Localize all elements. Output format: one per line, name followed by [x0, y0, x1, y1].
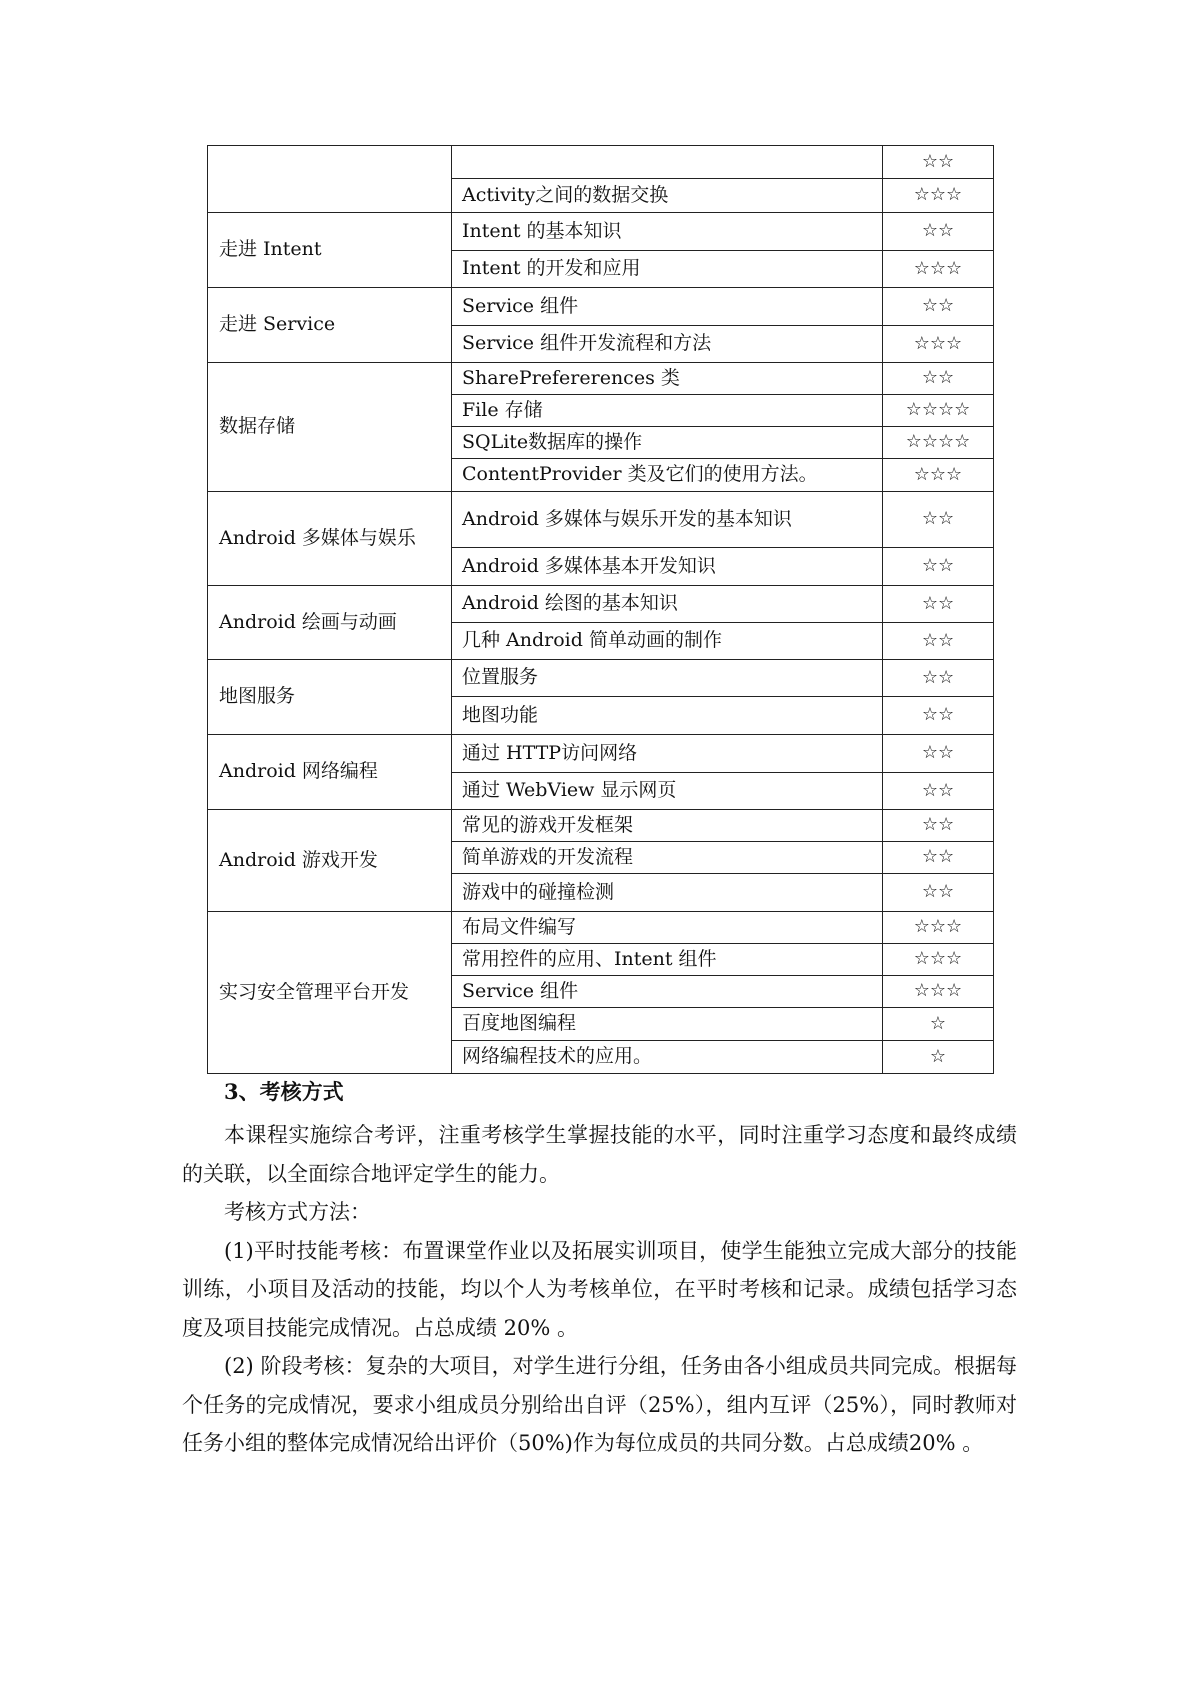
table-row [208, 810, 994, 842]
difficulty-stars-cell: ☆☆ [883, 213, 994, 251]
difficulty-stars-cell: ☆☆☆ [883, 251, 994, 288]
difficulty-stars-cell: ☆☆ [883, 874, 994, 912]
item-cell: Service 组件 [452, 976, 883, 1008]
item-cell: ContentProvider 类及它们的使用方法。 [452, 459, 883, 492]
item-cell: Android 多媒体基本开发知识 [452, 548, 883, 586]
item-cell: 常见的游戏开发框架 [452, 810, 883, 842]
difficulty-stars-cell: ☆☆ [883, 586, 994, 623]
difficulty-stars-cell: ☆☆☆ [883, 976, 994, 1008]
difficulty-stars-cell: ☆☆ [883, 735, 994, 773]
item-cell: 布局文件编写 [452, 912, 883, 944]
topic-cell: 地图服务 [208, 660, 452, 735]
item-cell: 通过 WebView 显示网页 [452, 773, 883, 810]
item-cell: SQLite数据库的操作 [452, 427, 883, 459]
item-cell: 游戏中的碰撞检测 [452, 874, 883, 912]
item-cell: Android 多媒体与娱乐开发的基本知识 [452, 492, 883, 548]
difficulty-stars-cell: ☆☆ [883, 697, 994, 735]
topic-cell: Android 网络编程 [208, 735, 452, 810]
item-cell: Service 组件 [452, 288, 883, 326]
table-row [208, 735, 994, 773]
difficulty-stars-cell: ☆☆☆ [883, 944, 994, 976]
item-cell: File 存储 [452, 395, 883, 427]
difficulty-stars-cell: ☆☆ [883, 146, 994, 179]
difficulty-stars-cell: ☆☆☆ [883, 459, 994, 492]
topic-cell: Android 游戏开发 [208, 810, 452, 912]
difficulty-stars-cell: ☆☆☆ [883, 912, 994, 944]
item-cell: Service 组件开发流程和方法 [452, 326, 883, 363]
table-row [208, 912, 994, 944]
course-content-table [207, 145, 994, 1074]
difficulty-stars-cell: ☆☆ [883, 548, 994, 586]
topic-cell: 走进 Intent [208, 213, 452, 288]
table-row [208, 288, 994, 326]
table-row [208, 660, 994, 697]
difficulty-stars-cell: ☆☆ [883, 623, 994, 660]
difficulty-stars-cell: ☆☆ [883, 810, 994, 842]
item-cell: Activity之间的数据交换 [452, 179, 883, 213]
item-cell: 几种 Android 简单动画的制作 [452, 623, 883, 660]
item-cell: 简单游戏的开发流程 [452, 842, 883, 874]
table-body [208, 146, 994, 1074]
difficulty-stars-cell: ☆☆☆ [883, 326, 994, 363]
topic-cell: Android 绘画与动画 [208, 586, 452, 660]
item-cell: 常用控件的应用、Intent 组件 [452, 944, 883, 976]
difficulty-stars-cell: ☆ [883, 1041, 994, 1074]
table-row [208, 363, 994, 395]
topic-cell [208, 146, 452, 213]
difficulty-stars-cell: ☆☆☆☆ [883, 395, 994, 427]
topic-cell: Android 多媒体与娱乐 [208, 492, 452, 586]
item-cell: Intent 的基本知识 [452, 213, 883, 251]
difficulty-stars-cell: ☆☆ [883, 288, 994, 326]
table-row [208, 213, 994, 251]
item-cell: 网络编程技术的应用。 [452, 1041, 883, 1074]
topic-cell: 实习安全管理平台开发 [208, 912, 452, 1074]
paragraph-regular-assessment: (1)平时技能考核：布置课堂作业以及拓展实训项目，使学生能独立完成大部分的技能训练，小项目及活动的技能，均以个人为考核单位，在平时考核和记录。成绩包括学习态度及项目技能完成情况。占总成绩 20% 。 [182, 1238, 1017, 1340]
item-cell: 地图功能 [452, 697, 883, 735]
item-cell: 百度地图编程 [452, 1008, 883, 1041]
difficulty-stars-cell: ☆☆☆☆ [883, 427, 994, 459]
difficulty-stars-cell: ☆☆ [883, 492, 994, 548]
difficulty-stars-cell: ☆☆☆ [883, 179, 994, 213]
paragraph-stage-assessment: (2) 阶段考核：复杂的大项目，对学生进行分组，任务由各小组成员共同完成。根据每个任务的完成情况，要求小组成员分别给出自评（25%），组内互评（25%），同时教师对任务小组的整体完成情况给出评价（50%)作为每位成员的共同分数。占总成绩20% 。 [182, 1354, 1017, 1455]
table-row [208, 586, 994, 623]
item-cell: 通过 HTTP访问网络 [452, 735, 883, 773]
difficulty-stars-cell: ☆☆ [883, 363, 994, 395]
paragraph-intro: 本课程实施综合考评，注重考核学生掌握技能的水平，同时注重学习态度和最终成绩的关联，以全面综合地评定学生的能力。 [182, 1123, 1017, 1186]
item-cell [452, 146, 883, 179]
difficulty-stars-cell: ☆☆ [883, 842, 994, 874]
difficulty-stars-cell: ☆ [883, 1008, 994, 1041]
section-heading: 3、考核方式 [224, 1079, 344, 1104]
item-cell: 位置服务 [452, 660, 883, 697]
difficulty-stars-cell: ☆☆ [883, 660, 994, 697]
table-row [208, 146, 994, 179]
table-row [208, 492, 994, 548]
assessment-text [182, 1116, 1017, 1463]
paragraph-method-heading: 考核方式方法： [224, 1200, 371, 1224]
item-cell: SharePrefererences 类 [452, 363, 883, 395]
item-cell: Intent 的开发和应用 [452, 251, 883, 288]
difficulty-stars-cell: ☆☆ [883, 773, 994, 810]
item-cell: Android 绘图的基本知识 [452, 586, 883, 623]
topic-cell: 数据存储 [208, 363, 452, 492]
topic-cell: 走进 Service [208, 288, 452, 363]
